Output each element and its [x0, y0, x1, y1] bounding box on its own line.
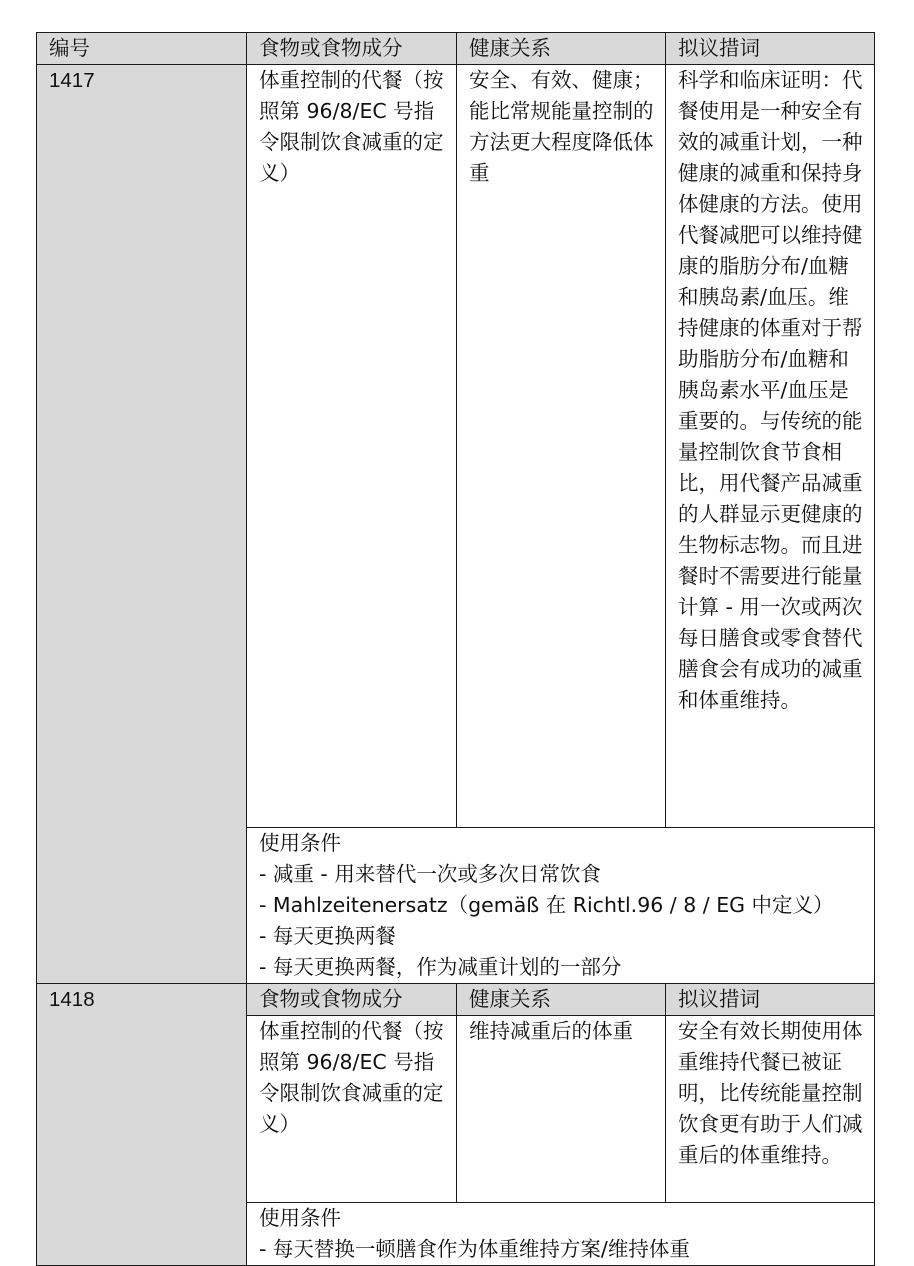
sub-header-wording: 拟议措词: [666, 984, 875, 1016]
sub-header-food: 食物或食物成分: [247, 984, 457, 1016]
table-row: [37, 65, 875, 828]
condition-line: - 每天替换一顿膳食作为体重维持方案/维持体重: [259, 1237, 690, 1261]
header-food: 食物或食物成分: [247, 33, 457, 65]
conditions-cell: [247, 1203, 875, 1266]
entry-relationship-cell: 维持减重后的体重: [457, 1016, 666, 1203]
condition-line: - 每天更换两餐: [259, 924, 396, 948]
header-wording: 拟议措词: [666, 33, 875, 65]
entry-food-cell: 体重控制的代餐（按照第 96/8/EC 号指令限制饮食减重的定义）: [247, 65, 457, 828]
entry-wording-cell: 安全有效长期使用体重维持代餐已被证明，比传统能量控制饮食更有助于人们减重后的体重维持。: [666, 1016, 875, 1203]
entry-relationship-cell: 安全、有效、健康；能比常规能量控制的方法更大程度降低体重: [457, 65, 666, 828]
conditions-cell: [247, 828, 875, 984]
entry-id-cell: 1417: [37, 65, 247, 984]
condition-line: - Mahlzeitenersatz（gemäß 在 Richtl.96 / 8 / EG 中定义）: [259, 893, 834, 917]
entry-wording-cell: 科学和临床证明：代餐使用是一种安全有效的减重计划，一种健康的减重和保持身体健康的方法。使用代餐减肥可以维持健康的脂肪分布/血糖和胰岛素/血压。维持健康的体重对于帮助脂肪分布/血糖和胰岛素水平/血压是重要的。与传统的能量控制饮食节食相比，用代餐产品减重的人群显示更健康的生物标志物。而且进餐时不需要进行能量计算 - 用一次或两次每日膳食或零食替代膳食会有成功的减重和体重维持。: [666, 65, 875, 828]
table-row: [37, 984, 875, 1016]
conditions-title: 使用条件: [259, 1206, 341, 1230]
table-header-row: [37, 33, 875, 65]
header-relationship: 健康关系: [457, 33, 666, 65]
sub-header-relationship: 健康关系: [457, 984, 666, 1016]
health-claims-table: [36, 32, 875, 1266]
condition-line: - 减重 - 用来替代一次或多次日常饮食: [259, 862, 601, 886]
condition-line: - 每天更换两餐，作为减重计划的一部分: [259, 955, 622, 979]
entry-id-cell: 1418: [37, 984, 247, 1266]
conditions-title: 使用条件: [259, 831, 341, 855]
entry-food-cell: 体重控制的代餐（按照第 96/8/EC 号指令限制饮食减重的定义）: [247, 1016, 457, 1203]
header-id: 编号: [37, 33, 247, 65]
